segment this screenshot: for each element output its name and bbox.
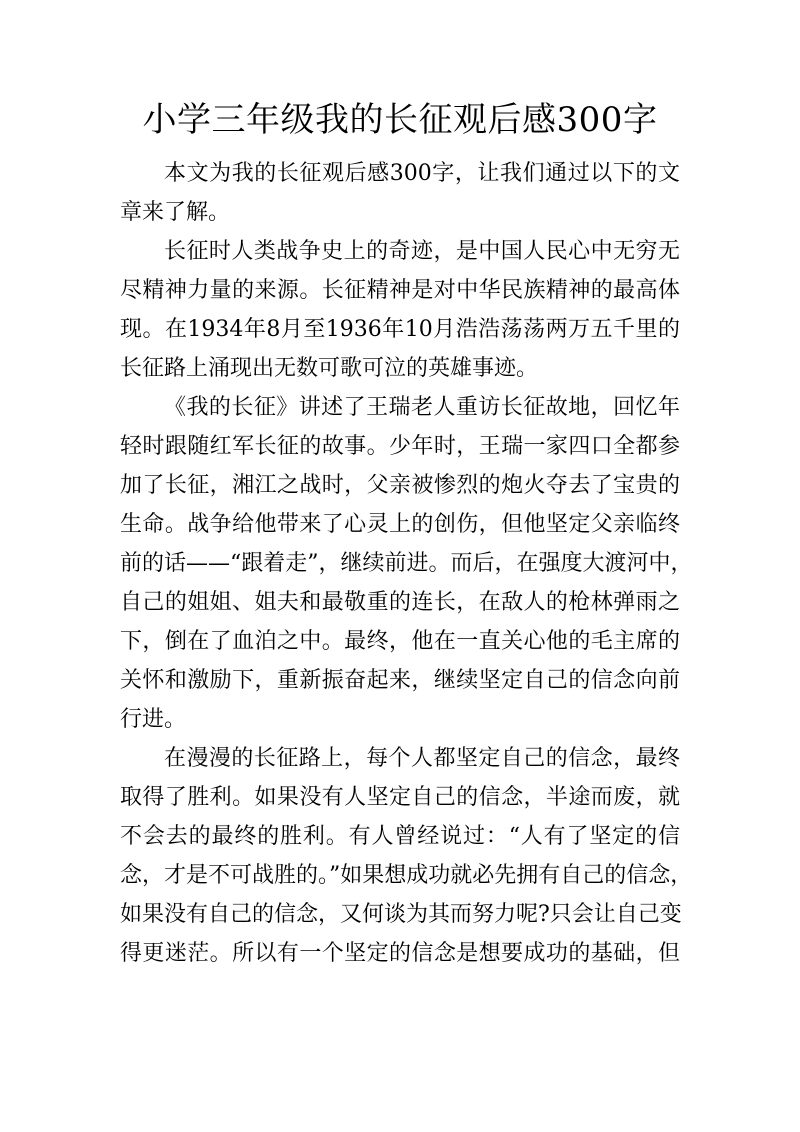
document-body bbox=[120, 154, 693, 973]
text-line: 章来了解。 bbox=[120, 200, 231, 225]
text-line: 不会去的最终的胜利。有人曾经说过：“人有了坚定的信 bbox=[120, 824, 680, 849]
text-line: 本文为我的长征观后感300字，让我们通过以下的文 bbox=[164, 161, 680, 186]
paragraph-2 bbox=[120, 232, 680, 388]
text-line: 取得了胜利。如果没有人坚定自己的信念，半途而废，就 bbox=[120, 785, 680, 810]
text-line: 如果没有自己的信念，又何谈为其而努力呢?只会让自己变 bbox=[120, 902, 682, 927]
text-line: 长征时人类战争史上的奇迹，是中国人民心中无穷无 bbox=[164, 239, 680, 264]
text-line: 下，倒在了血泊之中。最终，他在一直关心他的毛主席的 bbox=[120, 629, 680, 654]
text-line: 自己的姐姐、姐夫和最敬重的连长，在敌人的枪林弹雨之 bbox=[120, 590, 680, 615]
page-title: 小学三年级我的长征观后感300字 bbox=[142, 100, 658, 140]
paragraph-3 bbox=[120, 388, 693, 739]
text-line: 现。在1934年8月至1936年10月浩浩荡荡两万五千里的 bbox=[120, 317, 680, 342]
text-line: 在漫漫的长征路上，每个人都坚定自己的信念，最终 bbox=[164, 746, 680, 771]
text-line: 行进。 bbox=[120, 707, 187, 732]
text-line: 前的话——“跟着走”，继续前进。而后，在强度大渡河中， bbox=[120, 551, 693, 576]
text-line: 关怀和激励下，重新振奋起来，继续坚定自己的信念向前 bbox=[120, 668, 680, 693]
text-line: 《我的长征》讲述了王瑞老人重访长征故地，回忆年 bbox=[164, 395, 680, 420]
text-line: 生命。战争给他带来了心灵上的创伤，但他坚定父亲临终 bbox=[120, 512, 680, 537]
paragraph-1 bbox=[120, 154, 680, 232]
text-line: 念，才是不可战胜的。”如果想成功就必先拥有自己的信念， bbox=[120, 863, 693, 888]
text-line: 尽精神力量的来源。长征精神是对中华民族精神的最高体 bbox=[120, 278, 680, 303]
paragraph-4 bbox=[120, 739, 693, 973]
text-line: 长征路上涌现出无数可歌可泣的英雄事迹。 bbox=[120, 356, 539, 381]
text-line: 轻时跟随红军长征的故事。少年时，王瑞一家四口全都参 bbox=[120, 434, 680, 459]
text-line: 得更迷茫。所以有一个坚定的信念是想要成功的基础，但 bbox=[120, 941, 680, 966]
text-line: 加了长征，湘江之战时，父亲被惨烈的炮火夺去了宝贵的 bbox=[120, 473, 680, 498]
